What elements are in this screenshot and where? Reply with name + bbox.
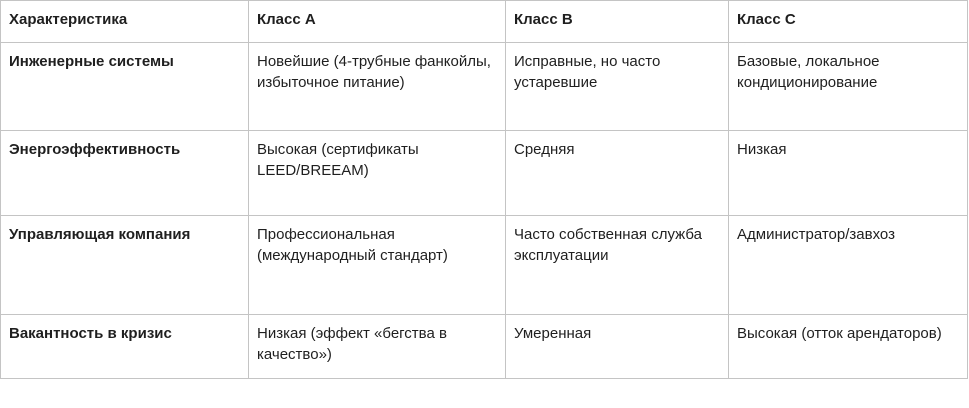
header-class-c: Класс C — [729, 1, 968, 43]
cell-class-a: Низкая (эффект «бегства в качество») — [249, 315, 506, 379]
header-characteristic: Характеристика — [1, 1, 249, 43]
table-row — [1, 216, 968, 315]
cell-class-c: Администратор/завхоз — [729, 216, 968, 315]
table-row — [1, 43, 968, 131]
cell-class-c: Базовые, локальное кондиционирование — [729, 43, 968, 131]
cell-class-b: Умеренная — [506, 315, 729, 379]
cell-class-b: Средняя — [506, 131, 729, 216]
cell-class-a: Профессиональная (международный стандарт) — [249, 216, 506, 315]
row-label: Управляющая компания — [1, 216, 249, 315]
cell-class-a: Высокая (сертификаты LEED/BREEAM) — [249, 131, 506, 216]
header-row — [1, 1, 968, 43]
cell-class-a: Новейшие (4-трубные фанкойлы, избыточное питание) — [249, 43, 506, 131]
row-label: Энергоэффективность — [1, 131, 249, 216]
table-header — [1, 1, 968, 43]
cell-class-c: Высокая (отток арендаторов) — [729, 315, 968, 379]
header-class-a: Класс А — [249, 1, 506, 43]
table-body — [1, 43, 968, 379]
row-label: Вакантность в кризис — [1, 315, 249, 379]
cell-class-b: Исправные, но часто устаревшие — [506, 43, 729, 131]
header-class-b: Класс B — [506, 1, 729, 43]
row-label: Инженерные системы — [1, 43, 249, 131]
cell-class-b: Часто собственная служба эксплуатации — [506, 216, 729, 315]
table-row — [1, 131, 968, 216]
table-row — [1, 315, 968, 379]
cell-class-c: Низкая — [729, 131, 968, 216]
